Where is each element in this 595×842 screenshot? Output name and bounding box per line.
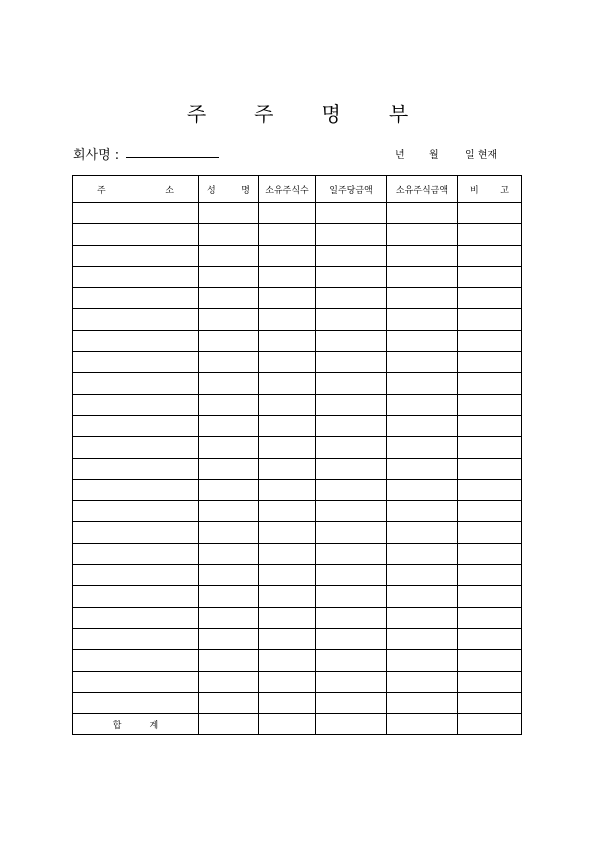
table-cell[interactable] [259,522,316,543]
table-cell[interactable] [458,352,522,373]
company-name-field[interactable] [126,157,219,158]
table-cell[interactable] [73,309,199,330]
table-cell[interactable] [387,692,458,713]
table-cell[interactable] [73,628,199,649]
table-cell[interactable] [199,522,259,543]
table-cell[interactable] [259,650,316,671]
table-cell[interactable] [259,586,316,607]
table-row [73,224,522,245]
table-cell[interactable] [458,565,522,586]
table-cell[interactable] [199,309,259,330]
table-cell[interactable] [316,330,387,351]
table-cell[interactable] [259,309,316,330]
table-cell[interactable] [73,330,199,351]
table-cell[interactable] [316,394,387,415]
table-cell[interactable] [316,415,387,436]
table-cell[interactable] [316,288,387,309]
title-char: 명 [321,102,341,126]
table-cell[interactable] [387,522,458,543]
table-cell[interactable] [387,309,458,330]
table-cell[interactable] [458,203,522,224]
table-cell[interactable] [259,628,316,649]
table-row [73,501,522,522]
table-cell[interactable] [199,586,259,607]
table-cell[interactable] [316,522,387,543]
table-cell[interactable] [458,309,522,330]
table-cell[interactable] [387,479,458,500]
table-cell[interactable] [387,628,458,649]
table-cell[interactable] [73,607,199,628]
table-cell[interactable] [458,586,522,607]
table-cell[interactable] [458,671,522,692]
table-cell[interactable] [387,415,458,436]
table-cell[interactable] [73,671,199,692]
table-cell[interactable] [199,671,259,692]
table-row [73,373,522,394]
table-cell[interactable] [387,203,458,224]
header-amount-owned: 소유주식금액 [387,176,458,203]
table-cell[interactable] [458,522,522,543]
table-cell[interactable] [387,671,458,692]
shareholder-register-table [72,175,522,735]
table-cell[interactable] [316,224,387,245]
table-cell[interactable] [316,671,387,692]
table-cell[interactable] [199,628,259,649]
table-cell[interactable] [199,415,259,436]
table-cell[interactable] [259,330,316,351]
table-row [73,650,522,671]
table-cell[interactable] [458,415,522,436]
table-cell[interactable] [316,501,387,522]
table-cell[interactable] [199,394,259,415]
table-cell[interactable] [199,565,259,586]
table-cell[interactable] [387,373,458,394]
table-cell[interactable] [316,309,387,330]
table-cell[interactable] [458,650,522,671]
table-cell[interactable] [316,373,387,394]
table-cell[interactable] [387,586,458,607]
table-cell[interactable] [73,203,199,224]
table-cell[interactable] [259,479,316,500]
table-cell[interactable] [316,714,387,735]
table-cell[interactable] [73,650,199,671]
table-cell[interactable] [458,479,522,500]
table-cell[interactable] [73,501,199,522]
table-cell[interactable] [316,266,387,287]
total-row [73,714,522,735]
table-cell[interactable] [458,394,522,415]
table-cell[interactable] [458,245,522,266]
table-row [73,607,522,628]
table-cell[interactable] [199,266,259,287]
table-cell[interactable] [199,352,259,373]
table-cell[interactable] [73,458,199,479]
table-cell[interactable] [259,415,316,436]
table-cell[interactable] [387,288,458,309]
title-char: 주 [186,102,207,126]
table-cell[interactable] [259,458,316,479]
table-row [73,586,522,607]
table-row [73,330,522,351]
table-row [73,543,522,564]
table-cell[interactable] [458,692,522,713]
table-cell[interactable] [199,479,259,500]
table-row [73,203,522,224]
table-cell[interactable] [316,692,387,713]
table-cell[interactable] [259,373,316,394]
table-cell[interactable] [199,692,259,713]
table-cell[interactable] [458,628,522,649]
table-cell[interactable] [387,245,458,266]
table-cell[interactable] [259,352,316,373]
table-cell[interactable] [316,586,387,607]
table-cell[interactable] [73,245,199,266]
table-cell[interactable] [458,501,522,522]
table-cell[interactable] [387,458,458,479]
table-cell[interactable] [316,203,387,224]
table-cell[interactable] [199,224,259,245]
table-cell[interactable] [458,288,522,309]
table-cell[interactable] [73,373,199,394]
table-cell[interactable] [316,628,387,649]
table-cell[interactable] [73,437,199,458]
table-cell[interactable] [387,352,458,373]
table-cell[interactable] [316,437,387,458]
table-row [73,394,522,415]
table-row [73,437,522,458]
table-cell[interactable] [73,586,199,607]
header-remarks: 비 고 [458,176,522,203]
table-row [73,288,522,309]
table-cell[interactable] [387,266,458,287]
table-cell[interactable] [73,224,199,245]
table-cell[interactable] [259,501,316,522]
table-cell[interactable] [458,330,522,351]
table-cell[interactable] [73,266,199,287]
table-cell[interactable] [73,394,199,415]
table-cell[interactable] [259,714,316,735]
table-cell[interactable] [387,543,458,564]
table-cell[interactable] [387,501,458,522]
table-cell[interactable] [259,543,316,564]
table-row [73,352,522,373]
table-cell[interactable] [199,650,259,671]
table-cell[interactable] [199,245,259,266]
table-cell[interactable] [458,714,522,735]
date-year-label: 년 [395,150,405,161]
table-cell[interactable] [458,437,522,458]
date-day-label: 일 현재 [465,150,498,161]
table-cell[interactable] [387,650,458,671]
table-cell[interactable] [259,245,316,266]
table-cell[interactable] [199,501,259,522]
table-cell[interactable] [73,479,199,500]
table-cell[interactable] [259,565,316,586]
table-cell[interactable] [259,288,316,309]
table-cell[interactable] [316,479,387,500]
table-cell[interactable] [458,224,522,245]
table-row [73,692,522,713]
table-row [73,522,522,543]
header-par-value: 일주당금액 [316,176,387,203]
header-address: 주 소 [73,176,199,203]
table-cell[interactable] [387,394,458,415]
table-cell[interactable] [316,607,387,628]
table-cell[interactable] [316,458,387,479]
table-cell[interactable] [387,330,458,351]
table-cell[interactable] [458,543,522,564]
table-cell[interactable] [259,607,316,628]
table-cell[interactable] [199,203,259,224]
date-month-label: 월 [429,150,439,161]
table-cell[interactable] [259,266,316,287]
table-cell[interactable] [387,437,458,458]
table-cell[interactable] [316,352,387,373]
table-cell[interactable] [316,543,387,564]
table-cell[interactable] [73,288,199,309]
table-row [73,309,522,330]
table-cell[interactable] [199,458,259,479]
table-row [73,671,522,692]
table-row [73,245,522,266]
table-row [73,266,522,287]
table-cell[interactable] [73,352,199,373]
table-row [73,458,522,479]
table-row [73,479,522,500]
table-cell[interactable] [259,394,316,415]
page-title [0,98,595,124]
table-cell[interactable] [199,330,259,351]
table-cell[interactable] [73,692,199,713]
header-name: 성 명 [199,176,259,203]
table-cell[interactable] [259,692,316,713]
table-cell[interactable] [199,373,259,394]
table-cell[interactable] [259,437,316,458]
table-row [73,565,522,586]
title-char: 부 [388,102,409,126]
header-shares-owned: 소유주식수 [259,176,316,203]
table-cell[interactable] [259,671,316,692]
table-cell[interactable] [73,415,199,436]
table-cell[interactable] [199,543,259,564]
table-cell[interactable] [387,224,458,245]
table-cell[interactable] [387,714,458,735]
table-cell[interactable] [387,607,458,628]
table-cell[interactable] [199,288,259,309]
table-cell[interactable] [259,203,316,224]
company-label: 회사명 : [73,148,120,163]
table-cell[interactable] [316,245,387,266]
table-cell[interactable] [199,714,259,735]
table-cell[interactable] [387,565,458,586]
table-cell[interactable] [73,543,199,564]
table-row [73,415,522,436]
table-cell[interactable] [199,437,259,458]
total-label-cell: 합 계 [73,714,199,735]
table-cell[interactable] [316,650,387,671]
table-cell[interactable] [259,224,316,245]
table-cell[interactable] [458,458,522,479]
table-header-row [73,176,522,203]
table-cell[interactable] [458,607,522,628]
title-char: 주 [254,102,274,126]
table-cell[interactable] [199,607,259,628]
table-cell[interactable] [316,565,387,586]
table-cell[interactable] [458,266,522,287]
table-cell[interactable] [73,522,199,543]
table-row [73,628,522,649]
table-cell[interactable] [458,373,522,394]
table-cell[interactable] [73,565,199,586]
